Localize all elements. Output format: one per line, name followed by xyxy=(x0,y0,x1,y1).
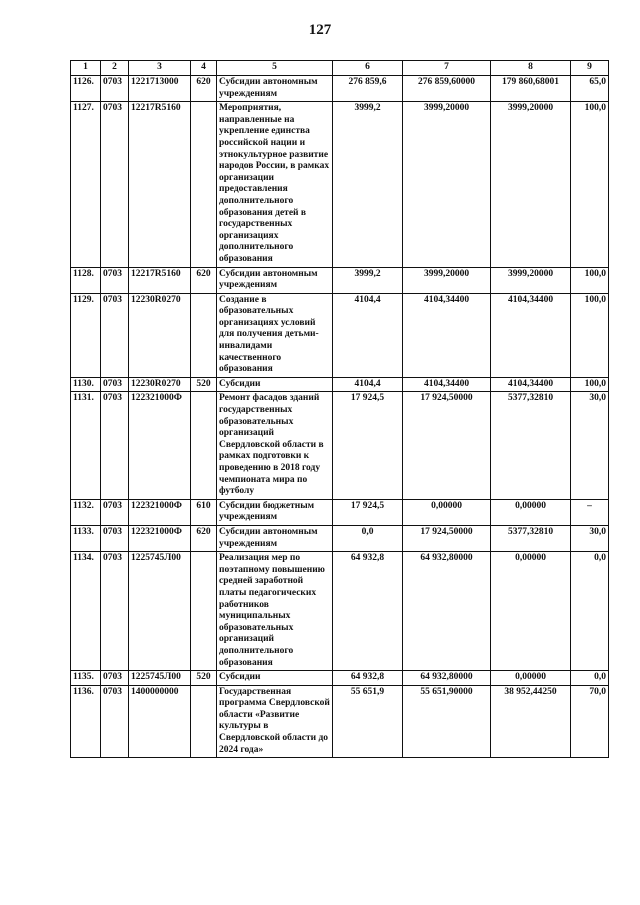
table-row xyxy=(71,392,609,499)
target-article-code: 122321000Ф xyxy=(129,525,191,551)
section-code: 0703 xyxy=(101,293,129,377)
executed-amount: 3999,20000 xyxy=(491,102,571,267)
target-article-code: 122321000Ф xyxy=(129,499,191,525)
row-number: 1130. xyxy=(71,377,101,392)
target-article-code: 1221713000 xyxy=(129,76,191,102)
row-number: 1129. xyxy=(71,293,101,377)
execution-percent: 70,0 xyxy=(571,685,609,758)
item-name: Субсидии xyxy=(217,377,333,392)
column-header: 4 xyxy=(191,61,217,76)
approved-amount: 64 932,80000 xyxy=(403,671,491,686)
item-name: Субсидии автономным учреждениям xyxy=(217,525,333,551)
approved-amount: 17 924,50000 xyxy=(403,392,491,499)
expense-type-code xyxy=(191,685,217,758)
row-number: 1134. xyxy=(71,552,101,671)
executed-amount: 38 952,44250 xyxy=(491,685,571,758)
table-row xyxy=(71,293,609,377)
row-number: 1127. xyxy=(71,102,101,267)
column-header: 5 xyxy=(217,61,333,76)
table-body xyxy=(71,76,609,758)
item-name: Мероприятия, направленные на укрепление единства российской нации и этнокультурное развитие народов России, в рамках организации предоставления дополнительного образования детей в государственных организациях дополнительного образования xyxy=(217,102,333,267)
executed-amount: 0,00000 xyxy=(491,552,571,671)
planned-amount: 55 651,9 xyxy=(333,685,403,758)
item-name: Создание в образовательных организациях условий для получения детьми-инвалидами качественного образования xyxy=(217,293,333,377)
approved-amount: 55 651,90000 xyxy=(403,685,491,758)
row-number: 1133. xyxy=(71,525,101,551)
target-article-code: 122321000Ф xyxy=(129,392,191,499)
execution-percent: 30,0 xyxy=(571,392,609,499)
target-article-code: 12230R0270 xyxy=(129,293,191,377)
table-row xyxy=(71,377,609,392)
column-header: 6 xyxy=(333,61,403,76)
target-article-code: 1225745Л00 xyxy=(129,552,191,671)
planned-amount: 4104,4 xyxy=(333,293,403,377)
expense-type-code xyxy=(191,102,217,267)
planned-amount: 64 932,8 xyxy=(333,671,403,686)
expense-type-code xyxy=(191,392,217,499)
approved-amount: 4104,34400 xyxy=(403,377,491,392)
planned-amount: 64 932,8 xyxy=(333,552,403,671)
target-article-code: 1225745Л00 xyxy=(129,671,191,686)
table-row xyxy=(71,267,609,293)
expense-type-code xyxy=(191,552,217,671)
table-row xyxy=(71,499,609,525)
executed-amount: 0,00000 xyxy=(491,671,571,686)
expense-type-code: 520 xyxy=(191,671,217,686)
item-name: Субсидии xyxy=(217,671,333,686)
target-article-code: 12217R5160 xyxy=(129,267,191,293)
section-code: 0703 xyxy=(101,499,129,525)
execution-percent: 65,0 xyxy=(571,76,609,102)
column-header: 3 xyxy=(129,61,191,76)
expense-type-code: 610 xyxy=(191,499,217,525)
row-number: 1126. xyxy=(71,76,101,102)
item-name: Ремонт фасадов зданий государственных образовательных организаций Свердловской области в рамках подготовки к проведению в 2018 году чемпионата мира по футболу xyxy=(217,392,333,499)
row-number: 1132. xyxy=(71,499,101,525)
item-name: Субсидии автономным учреждениям xyxy=(217,76,333,102)
table-row xyxy=(71,76,609,102)
table-row xyxy=(71,685,609,758)
planned-amount: 0,0 xyxy=(333,525,403,551)
execution-percent: 100,0 xyxy=(571,293,609,377)
section-code: 0703 xyxy=(101,377,129,392)
column-header: 7 xyxy=(403,61,491,76)
execution-percent: 100,0 xyxy=(571,377,609,392)
executed-amount: 5377,32810 xyxy=(491,525,571,551)
row-number: 1136. xyxy=(71,685,101,758)
planned-amount: 3999,2 xyxy=(333,102,403,267)
approved-amount: 3999,20000 xyxy=(403,267,491,293)
section-code: 0703 xyxy=(101,267,129,293)
table-row xyxy=(71,525,609,551)
expense-type-code: 620 xyxy=(191,267,217,293)
column-header: 1 xyxy=(71,61,101,76)
planned-amount: 17 924,5 xyxy=(333,499,403,525)
approved-amount: 0,00000 xyxy=(403,499,491,525)
item-name: Субсидии автономным учреждениям xyxy=(217,267,333,293)
row-number: 1128. xyxy=(71,267,101,293)
expense-type-code: 620 xyxy=(191,525,217,551)
planned-amount: 276 859,6 xyxy=(333,76,403,102)
target-article-code: 1400000000 xyxy=(129,685,191,758)
row-number: 1135. xyxy=(71,671,101,686)
table-row xyxy=(71,671,609,686)
execution-percent: 30,0 xyxy=(571,525,609,551)
execution-percent: 100,0 xyxy=(571,267,609,293)
approved-amount: 276 859,60000 xyxy=(403,76,491,102)
execution-percent: 0,0 xyxy=(571,671,609,686)
planned-amount: 17 924,5 xyxy=(333,392,403,499)
section-code: 0703 xyxy=(101,685,129,758)
column-header: 8 xyxy=(491,61,571,76)
approved-amount: 17 924,50000 xyxy=(403,525,491,551)
table-row xyxy=(71,552,609,671)
section-code: 0703 xyxy=(101,76,129,102)
column-header: 2 xyxy=(101,61,129,76)
section-code: 0703 xyxy=(101,525,129,551)
item-name: Государственная программа Свердловской области «Развитие культуры в Свердловской области до 2024 года» xyxy=(217,685,333,758)
budget-table xyxy=(70,60,609,758)
executed-amount: 5377,32810 xyxy=(491,392,571,499)
executed-amount: 0,00000 xyxy=(491,499,571,525)
table-row xyxy=(71,102,609,267)
executed-amount: 179 860,68001 xyxy=(491,76,571,102)
section-code: 0703 xyxy=(101,392,129,499)
section-code: 0703 xyxy=(101,552,129,671)
executed-amount: 3999,20000 xyxy=(491,267,571,293)
execution-percent: 100,0 xyxy=(571,102,609,267)
item-name: Субсидии бюджетным учреждениям xyxy=(217,499,333,525)
execution-percent: 0,0 xyxy=(571,552,609,671)
header-row xyxy=(71,61,609,76)
section-code: 0703 xyxy=(101,102,129,267)
execution-percent: – xyxy=(571,499,609,525)
section-code: 0703 xyxy=(101,671,129,686)
planned-amount: 4104,4 xyxy=(333,377,403,392)
expense-type-code: 620 xyxy=(191,76,217,102)
target-article-code: 12230R0270 xyxy=(129,377,191,392)
target-article-code: 12217R5160 xyxy=(129,102,191,267)
approved-amount: 3999,20000 xyxy=(403,102,491,267)
executed-amount: 4104,34400 xyxy=(491,293,571,377)
item-name: Реализация мер по поэтапному повышению средней заработной платы педагогических работников муниципальных образовательных организаций дополнительного образования xyxy=(217,552,333,671)
approved-amount: 64 932,80000 xyxy=(403,552,491,671)
approved-amount: 4104,34400 xyxy=(403,293,491,377)
expense-type-code xyxy=(191,293,217,377)
expense-type-code: 520 xyxy=(191,377,217,392)
executed-amount: 4104,34400 xyxy=(491,377,571,392)
page-number: 127 xyxy=(308,22,332,38)
row-number: 1131. xyxy=(71,392,101,499)
column-header: 9 xyxy=(571,61,609,76)
planned-amount: 3999,2 xyxy=(333,267,403,293)
